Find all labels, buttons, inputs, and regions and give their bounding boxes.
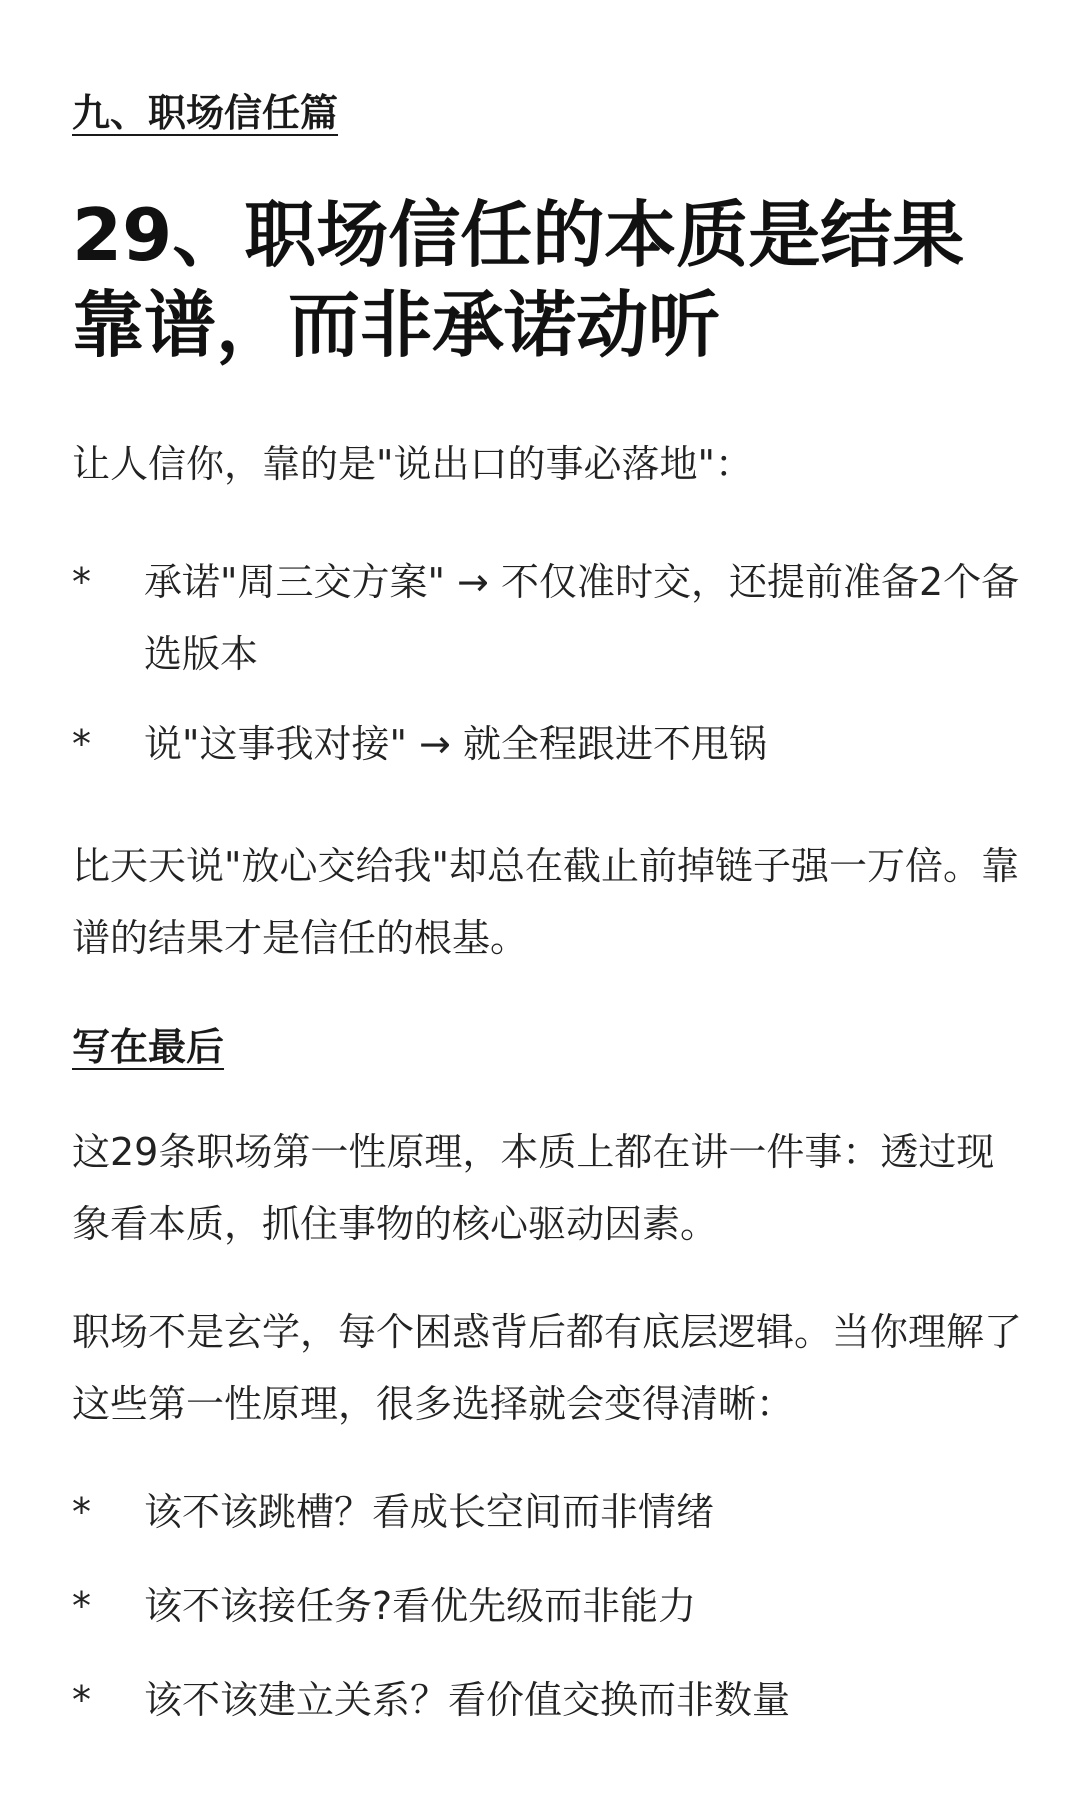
list-item-text: 该不该建立关系？看价值交换而非数量: [144, 1678, 791, 1722]
list-item-text: 说"这事我对接" → 就全程跟进不甩锅: [144, 722, 767, 766]
bullet-icon: *: [72, 1584, 91, 1628]
bullet-icon: *: [72, 722, 91, 766]
section-heading-closing: 写在最后: [72, 1025, 225, 1069]
bullet-icon: *: [72, 560, 91, 604]
section-heading-trust: 九、职场信任篇: [72, 91, 339, 135]
bullet-icon: *: [72, 1678, 91, 1722]
closing-paragraph-1: 这29条职场第一性原理，本质上都在讲一件事：透过现象看本质，抓住事物的核心驱动因素。: [72, 1130, 995, 1246]
list-item-text: 该不该跳槽？看成长空间而非情绪: [144, 1490, 715, 1534]
list-item-text: 承诺"周三交方案" → 不仅准时交，还提前准备2个备选版本: [144, 560, 1020, 676]
summary-paragraph: 比天天说"放心交给我"却总在截止前掉链子强一万倍。靠谱的结果才是信任的根基。: [72, 844, 1019, 960]
closing-paragraph-2: 职场不是玄学，每个困惑背后都有底层逻辑。当你理解了这些第一性原理，很多选择就会变得清晰：: [72, 1310, 1023, 1426]
bullet-icon: *: [72, 1490, 91, 1534]
intro-paragraph: 让人信你，靠的是"说出口的事必落地"：: [72, 442, 753, 486]
list-item-text: 该不该接任务?看优先级而非能力: [144, 1584, 697, 1628]
article-title: 29、职场信任的本质是结果靠谱，而非承诺动听: [72, 193, 965, 367]
article: [72, 0, 1023, 1800]
